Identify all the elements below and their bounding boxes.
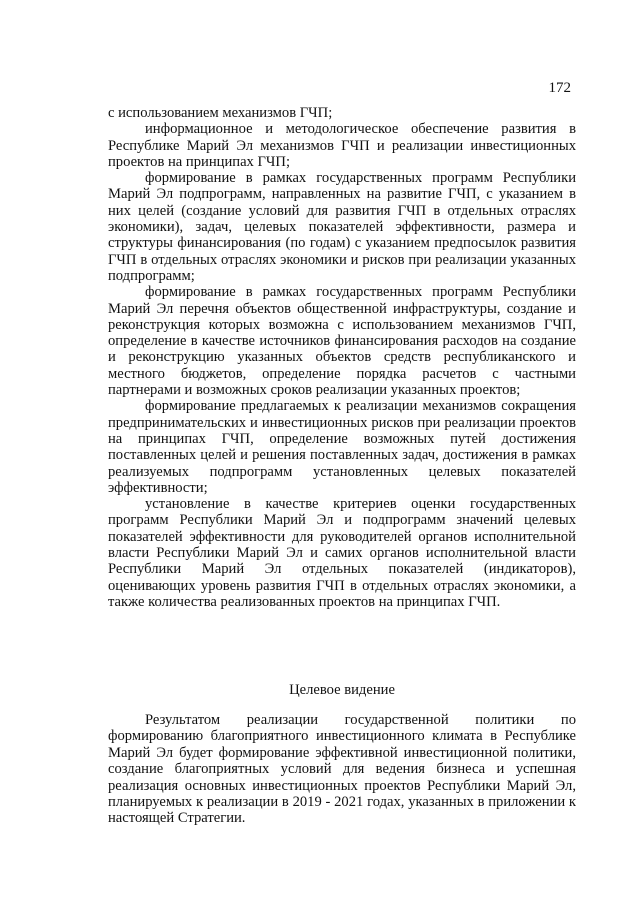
vision-text xyxy=(108,712,576,827)
paragraph-continuation: с использованием механизмов ГЧП; xyxy=(108,105,333,121)
paragraph-evaluation-criteria: установление в качестве критериев оценки государственных программ Республики Марий Эл и подпрограмм значений целевых показателей эффективности для руководителей органов исполнительной власти Республики Марий Эл и самих органов исполнительной власти Республики Марий Эл отдельных показателей (индикаторов), оценивающих уровень развития ГЧП в отдельных отраслях экономики, а также количества реализованных проектов на принципах ГЧП. xyxy=(108,496,576,610)
paragraph-subprograms: формирование в рамках государственных программ Республики Марий Эл подпрограмм, направленных на развитие ГЧП, с указанием в них целей (создание условий для развития ГЧП в отдельных отраслях экономики), задач, целевых показателей эффективности, размера и структуры финансирования (по годам) с указанием предпосылок развития ГЧП в отдельных отраслях экономики и рисков при реализации указанных подпрограмм; xyxy=(108,170,576,284)
paragraph-infrastructure-list: формирование в рамках государственных программ Республики Марий Эл перечня объектов общественной инфраструктуры, создание и реконструкция которых возможна с использованием механизмов ГЧП, определение в качестве источников финансирования расходов на создание и реконструкцию указанных объектов средств республиканского и местного бюджетов, определение порядка расчетов с частными партнерами и возможных сроков реализации указанных проектов; xyxy=(108,284,576,399)
section-heading: Целевое видение xyxy=(289,682,395,698)
paragraph-risk-mechanisms: формирование предлагаемых к реализации механизмов сокращения предпринимательских и инвестиционных рисков при реализации проектов на принципах ГЧП, определение возможных путей достижения поставленных целей и решения поставленных задач, достижения в рамках реализуемых подпрограмм установленных целевых показателей эффективности; xyxy=(108,398,576,496)
body-text xyxy=(108,105,576,610)
paragraph-target-vision: Результатом реализации государственной политики по формированию благоприятного инвестиционного климата в Республике Марий Эл будет формирование эффективной инвестиционной политики, создание благоприятных условий для ведения бизнеса и успешная реализация основных инвестиционных проектов Республики Марий Эл, планируемых к реализации в 2019 - 2021 годах, указанных в приложении к настоящей Стратегии. xyxy=(108,712,576,827)
paragraph-information-support: информационное и методологическое обеспечение развития в Республике Марий Эл механизмов ГЧП и реализации инвестиционных проектов на принципах ГЧП; xyxy=(108,121,576,170)
page-number: 172 xyxy=(548,80,571,96)
